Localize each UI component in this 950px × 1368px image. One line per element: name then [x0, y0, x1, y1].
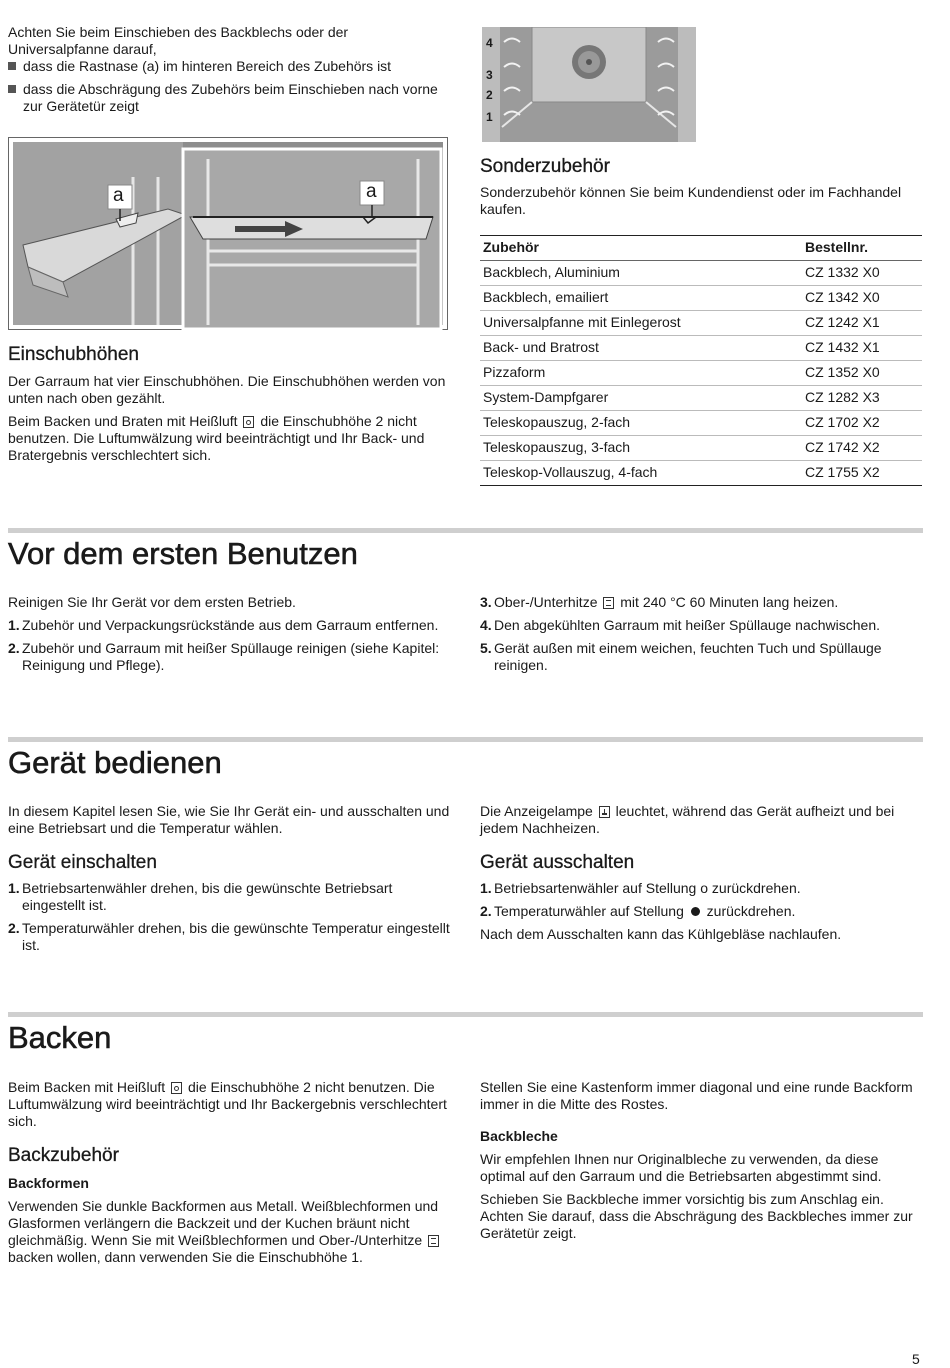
section-heading: Einschubhöhen: [8, 344, 139, 365]
steps-list: [480, 880, 922, 920]
list-item: 3. Ober-/Unterhitze mit 240 °C 60 Minuten lang heizen.: [480, 594, 839, 610]
paragraph: Beim Backen mit Heißluft die Einschubhöhe 2 nicht benutzen. Die Luftumwälzung wird beeinträchtigt und Ihr Backergebnis verschlechtert sich.: [8, 1079, 447, 1129]
bedienen-right-column: [480, 803, 922, 943]
sonder-section: [480, 155, 925, 218]
table-row: Backblech, emailiert CZ 1342 X0: [480, 286, 922, 311]
column-header: Bestellnr.: [802, 236, 922, 261]
steps-list: [8, 617, 453, 674]
oven-diagram-svg: [482, 27, 696, 142]
list-item: 2. Temperaturwähler drehen, bis die gewünschte Temperatur eingestellt ist.: [8, 920, 450, 953]
section-divider: [8, 1012, 923, 1017]
list-item: dass die Abschrägung des Zubehörs beim Einschieben nach vorne zur Gerätetür zeigt: [8, 81, 448, 115]
list-item: dass die Rastnase (a) im hinteren Bereich des Zubehörs ist: [8, 58, 448, 75]
level-label: 3: [486, 68, 493, 82]
indicator-lamp-icon: [599, 806, 610, 818]
paragraph: Die Anzeigelampe leuchtet, während das Gerät aufheizt und bei jedem Nachheizen.: [480, 803, 895, 836]
table-header-row: [480, 236, 922, 261]
callout-label-a: a: [113, 185, 124, 206]
list-item: 2. Zubehör und Garraum mit heißer Spüllauge reinigen (siehe Kapitel: Reinigung und Pflege).: [8, 640, 440, 673]
steps-list: [480, 594, 920, 674]
tray-insertion-illustration: [8, 137, 448, 330]
intro-text: Achten Sie beim Einschieben des Backblechs oder der Universalpfanne darauf,: [8, 24, 349, 57]
accessory-table-wrap: [480, 235, 922, 486]
subsection-heading: Backbleche: [480, 1128, 558, 1144]
off-position-dot-icon: [691, 907, 700, 916]
list-item: 1. Zubehör und Verpackungsrückstände aus dem Garraum entfernen.: [8, 617, 439, 633]
top-bottom-heat-icon: [603, 597, 614, 609]
paragraph: Beim Backen und Braten mit Heißluft die Einschubhöhe 2 nicht benutzen. Die Luftumwälzung wird beeinträchtigt und Ihr Back- und Bratergebnis verschlechtert sich.: [8, 413, 425, 463]
paragraph: Der Garraum hat vier Einschubhöhen. Die Einschubhöhen werden von unten nach oben gezählt.: [8, 373, 446, 406]
paragraph: Wir empfehlen Ihnen nur Originalbleche zu verwenden, da diese optimal auf den Garraum und die Betriebsarten abgestimmt sind.: [480, 1151, 882, 1184]
paragraph: Reinigen Sie Ihr Gerät vor dem ersten Betrieb.: [8, 594, 296, 610]
paragraph: Sonderzubehör können Sie beim Kundendienst oder im Fachhandel kaufen.: [480, 184, 902, 217]
accessory-table: [480, 235, 922, 486]
chapter-heading: Gerät bedienen: [8, 745, 222, 780]
callout-label-a: a: [366, 181, 377, 202]
list-item: 2. Temperaturwähler auf Stellung zurückdrehen.: [480, 903, 796, 919]
level-label: 1: [486, 110, 493, 124]
hot-air-icon: [243, 416, 254, 428]
intro-block: [8, 24, 448, 115]
table-row: Backblech, Aluminium CZ 1332 X0: [480, 261, 922, 286]
intro-bullets: [8, 58, 448, 115]
vor-right-column: [480, 594, 920, 680]
list-item: 5. Gerät außen mit einem weichen, feuchten Tuch und Spüllauge reinigen.: [480, 640, 882, 673]
section-divider: [8, 528, 923, 533]
section-heading: Gerät einschalten: [8, 852, 157, 873]
column-header: Zubehör: [480, 236, 802, 261]
chapter-heading: Vor dem ersten Benutzen: [8, 536, 358, 571]
paragraph: Stellen Sie eine Kastenform immer diagonal und eine runde Backform immer in die Mitte des Rostes.: [480, 1079, 913, 1112]
table-row: Pizzaform CZ 1352 X0: [480, 361, 922, 386]
table-row: Teleskop-Vollauszug, 4-fach CZ 1755 X2: [480, 461, 922, 486]
table-row: Universalpfanne mit Einlegerost CZ 1242 X1: [480, 311, 922, 336]
table-row: Teleskopauszug, 2-fach CZ 1702 X2: [480, 411, 922, 436]
oven-levels-diagram: [482, 27, 696, 142]
backen-left-column: [8, 1079, 448, 1266]
steps-list: [8, 880, 453, 954]
paragraph: In diesem Kapitel lesen Sie, wie Sie Ihr Gerät ein- und ausschalten und eine Betriebsart und die Temperatur wählen.: [8, 803, 450, 836]
section-heading: Gerät ausschalten: [480, 852, 635, 873]
page-number: 5: [912, 1351, 920, 1367]
table-row: Back- und Bratrost CZ 1432 X1: [480, 336, 922, 361]
section-heading: Backzubehör: [8, 1145, 119, 1166]
einschub-section: [8, 343, 453, 464]
vor-left-column: [8, 594, 453, 680]
paragraph: Nach dem Ausschalten kann das Kühlgebläse nachlaufen.: [480, 926, 842, 942]
chapter-heading: Backen: [8, 1020, 112, 1055]
tray-illustration-svg: [8, 137, 448, 330]
table-row: System-Dampfgarer CZ 1282 X3: [480, 386, 922, 411]
square-bullet-icon: [8, 62, 16, 70]
list-item: 1. Betriebsartenwähler auf Stellung o zurückdrehen.: [480, 880, 801, 896]
paragraph: Verwenden Sie dunkle Backformen aus Metall. Weißblechformen und Glasformen verlängern die Backzeit und der Kuchen bräunt nicht gleichmäßig. Wenn Sie mit Weißblechformen und Ober-/Unterhitze backen wollen, dann verwenden Sie die Einschubhöhe 1.: [8, 1198, 439, 1265]
list-item: 1. Betriebsartenwähler drehen, bis die gewünschte Betriebsart eingestellt ist.: [8, 880, 393, 913]
bedienen-left-column: [8, 803, 453, 960]
subsection-heading: Backformen: [8, 1175, 89, 1191]
paragraph: Schieben Sie Backbleche immer vorsichtig bis zum Anschlag ein. Achten Sie darauf, dass die Abschrägung des Backbleches immer zur Gerätetür zeigt.: [480, 1191, 913, 1241]
list-item: 4. Den abgekühlten Garraum mit heißer Spüllauge nachwischen.: [480, 617, 880, 633]
square-bullet-icon: [8, 85, 16, 93]
table-row: Teleskopauszug, 3-fach CZ 1742 X2: [480, 436, 922, 461]
level-label: 4: [486, 36, 493, 50]
top-bottom-heat-icon: [428, 1235, 439, 1247]
level-label: 2: [486, 88, 493, 102]
hot-air-icon: [171, 1082, 182, 1094]
section-heading: Sonderzubehör: [480, 156, 610, 177]
backen-right-column: [480, 1079, 920, 1242]
section-divider: [8, 737, 923, 742]
